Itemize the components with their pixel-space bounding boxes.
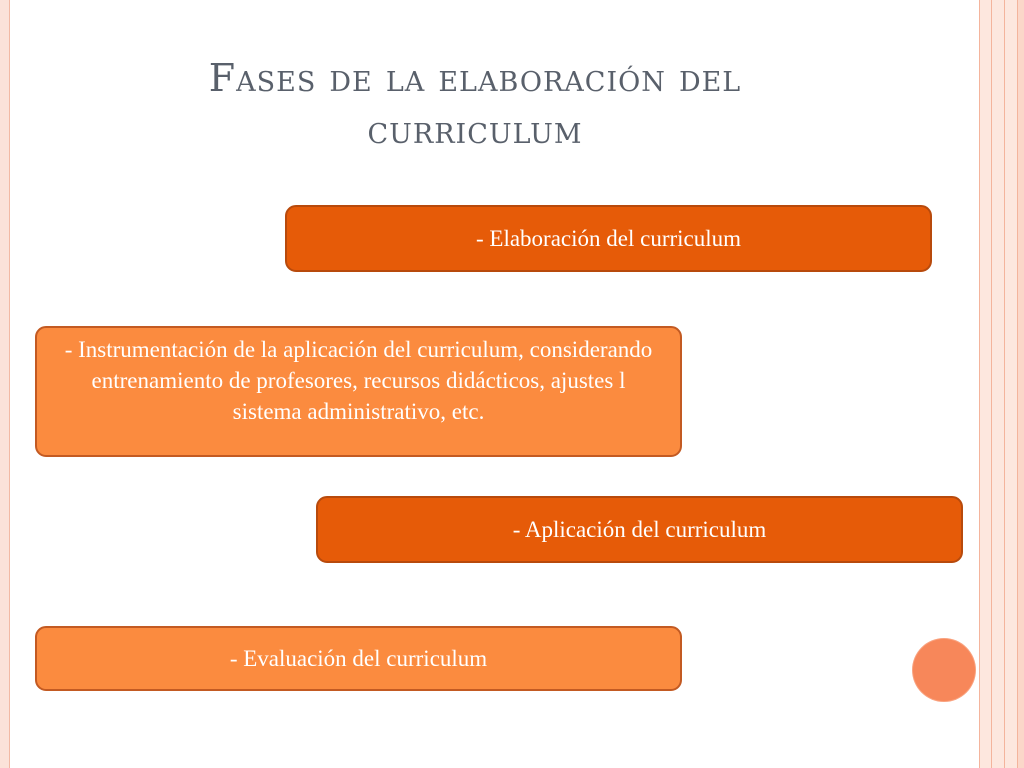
phase-label: - Aplicación del curriculum (512, 517, 767, 542)
right-decorative-stripes (977, 0, 1024, 768)
phase-box-aplicacion (316, 496, 963, 563)
phase-label: - Instrumentación de la aplicación del curriculum, considerando entrenamiento de profesores, recursos didácticos, ajustes l sistema administrativo, etc. (64, 337, 653, 424)
decorative-circle (913, 639, 975, 701)
phase-box-elaboracion (285, 205, 932, 272)
phase-label: - Elaboración del curriculum (475, 226, 742, 251)
slide-title: Fases de la elaboración del curriculum (208, 56, 742, 152)
phase-box-evaluacion (35, 626, 682, 691)
phase-label: - Evaluación del curriculum (229, 646, 488, 671)
phase-box-instrumentacion (35, 326, 682, 457)
left-decorative-bar (0, 0, 10, 768)
